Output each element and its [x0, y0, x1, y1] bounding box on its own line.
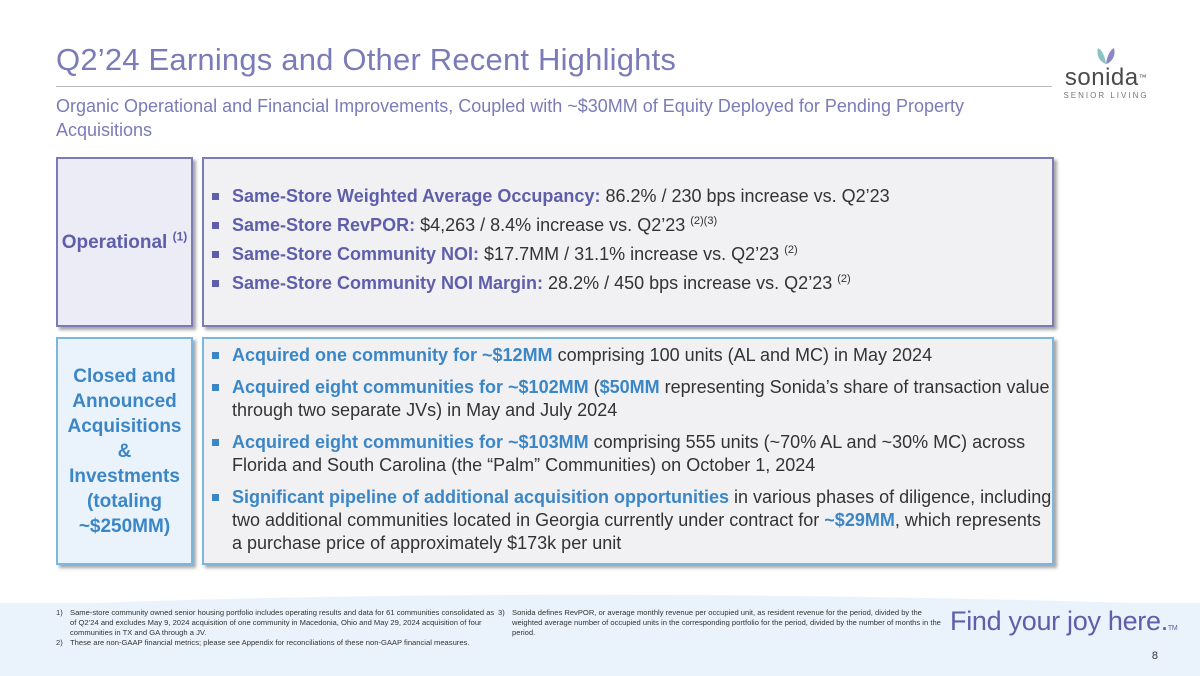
list-item: Acquired eight communities for ~$102MM ($50MM representing Sonida’s share of transaction value through two separate JVs) in May and July 2024 [210, 376, 1052, 422]
acquisitions-bullet-list [204, 344, 1052, 555]
list-item: Acquired eight communities for ~$103MM comprising 555 units (~70% AL and ~30% MC) across Florida and South Carolina (the “Palm” Communities) on October 1, 2024 [210, 431, 1052, 477]
sonida-logo [1056, 46, 1156, 106]
footnotes-left [56, 608, 496, 648]
operational-bullet-list [204, 185, 1052, 295]
list-item: Acquired one community for ~$12MM comprising 100 units (AL and MC) in May 2024 [210, 344, 1052, 367]
operational-label-box [56, 157, 193, 327]
page-title: Q2’24 Earnings and Other Recent Highlights [56, 42, 677, 77]
acquisitions-label: Closed and Announced Acquisitions & Investments (totaling ~$250MM) [67, 365, 182, 537]
list-item: Same-Store Weighted Average Occupancy: 86.2% / 230 bps increase vs. Q2’23 [210, 185, 1052, 208]
list-item: Significant pipeline of additional acquisition opportunities in various phases of diligence, including two additional communities located in Georgia currently under contract for ~$29MM, which represents a purchase price of approximately $173k per unit [210, 486, 1052, 555]
title-divider [56, 86, 1052, 87]
footnotes-right [498, 608, 944, 638]
acquisitions-highlights-box [202, 337, 1054, 565]
logo-tagline: SENIOR LIVING [1063, 91, 1149, 100]
list-item: Same-Store Community NOI: $17.7MM / 31.1% increase vs. Q2’23 $^{(2)}$ [210, 243, 1052, 266]
acquisitions-label-box [56, 337, 193, 565]
operational-highlights-box [202, 157, 1054, 327]
butterfly-icon [1094, 46, 1118, 66]
list-item: Same-Store Community NOI Margin: 28.2% / 450 bps increase vs. Q2’23 $^{(2)}$ [210, 272, 1052, 295]
page-number: 8 [1151, 650, 1158, 662]
page-subtitle: Organic Operational and Financial Improvements, Coupled with ~$30MM of Equity Deployed for Pending Property Acquisitions [56, 96, 964, 140]
list-item: Same-Store RevPOR: $4,263 / 8.4% increase vs. Q2’23 $^{(2)(3)}$ [210, 214, 1052, 237]
operational-label: Operational $^{(1)}$ [61, 229, 188, 253]
brand-tagline: Find your joy here.TM [950, 606, 1178, 636]
footnote: 3) Sonida defines RevPOR, or average monthly revenue per occupied unit, as resident revenue for the period, divided by the weighted average number of occupied units in the corresponding portfolio for the period, divided by the number of months in the period. [498, 608, 941, 637]
footnote: 2) These are non-GAAP financial metrics; please see Appendix for reconciliations of these non-GAAP financial measures. [56, 638, 470, 647]
footnote: 1) Same-store community owned senior housing portfolio includes operating results and data for 61 communities consolidated as of Q2’24 and excludes May 9, 2024 acquisition of one community in Macedonia, Ohio and May 29, 2024 acquisition of four communities in TX and GA through a JV. [56, 608, 495, 637]
logo-wordmark: sonida™ [1064, 64, 1148, 91]
